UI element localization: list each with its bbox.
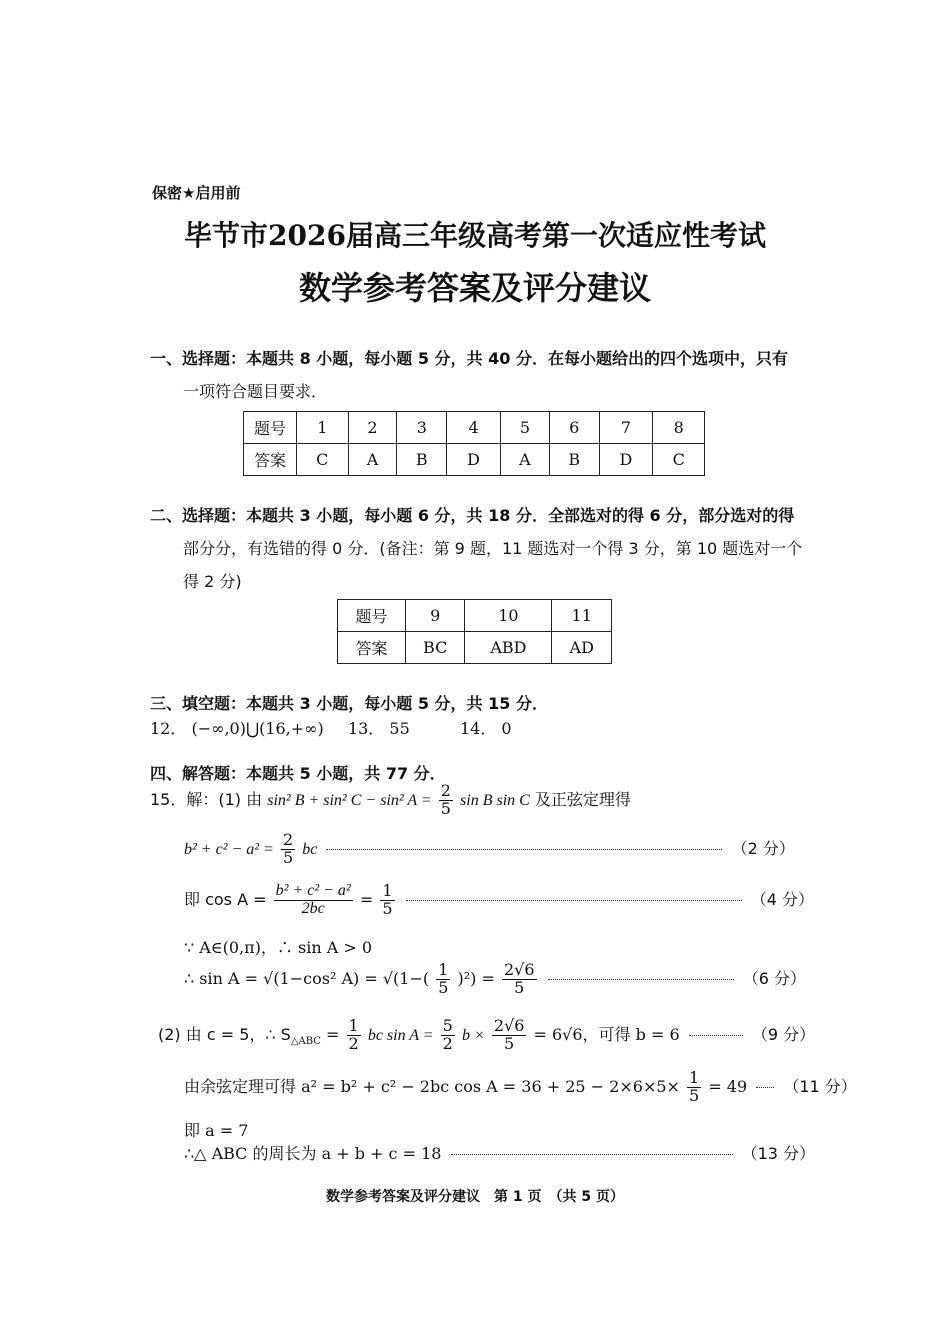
section2-heading-cont: 部分分，有选错的得 0 分．(备注：第 9 题，11 题选对一个得 3 分，第 10 题选对一个 <box>183 539 803 558</box>
table-cell: 5 <box>500 412 549 444</box>
step1: b² + c² − a² = $\frac{2}{5}$ bc （2 分） <box>184 830 795 867</box>
table-row <box>244 412 705 444</box>
fraction: $\frac{2}{5}$ <box>440 781 451 818</box>
table-header-cell: 答案 <box>338 632 406 664</box>
table-cell: B <box>549 444 599 476</box>
section2-heading: 二、选择题：本题共 3 小题，每小题 6 分，共 18 分．全部选对的得 6 分，部分选对的得 <box>150 506 795 525</box>
step2: 即 cos A = $\frac{\text{b² + c² − a²}}{2bc}$ = $\frac{1}{5}$ （4 分） <box>184 881 814 918</box>
section3-heading: 三、填空题：本题共 3 小题，每小题 5 分，共 15 分． <box>150 694 548 713</box>
table-header-cell: 题号 <box>244 412 297 444</box>
section1-heading: 一、选择题：本题共 8 小题，每小题 5 分，共 40 分．在每小题给出的四个选项中，只有 <box>150 349 788 368</box>
table-row <box>338 632 612 664</box>
section4-heading: 四、解答题：本题共 5 小题，共 77 分． <box>150 764 446 783</box>
part2-area: (2) 由 c = 5，∴ $S_{\triangle ABC}$ = $\frac{1}{2}$ bc sin A = $\frac{5}{2}$ b × $\frac{2√6}{5}$ = 6√6，可得 b = 6 （9 分） <box>158 1016 816 1053</box>
table-row <box>338 600 612 632</box>
table-cell: ABD <box>465 632 552 664</box>
table-cell: 4 <box>447 412 501 444</box>
section2-heading-cont2: 得 2 分) <box>183 572 242 591</box>
q13-label: 13． <box>347 719 385 738</box>
table-cell: 6 <box>549 412 599 444</box>
table-cell: B <box>397 444 447 476</box>
table-cell: 8 <box>653 412 705 444</box>
score-label: （2 分） <box>731 838 795 858</box>
table-cell: 1 <box>297 412 349 444</box>
q12-answer: (−∞,0)⋃(16,+∞) <box>191 719 324 738</box>
score-label: （6 分） <box>742 968 806 988</box>
table-cell: A <box>348 444 397 476</box>
table-cell: AD <box>552 632 612 664</box>
table-cell: 3 <box>397 412 447 444</box>
answer-table-1 <box>243 411 705 476</box>
answer-table-2 <box>337 599 612 664</box>
exam-title: 毕节市2026届高三年级高考第一次适应性考试 <box>184 219 766 252</box>
table-cell: BC <box>406 632 465 664</box>
table-cell: 10 <box>465 600 552 632</box>
table-cell: 9 <box>406 600 465 632</box>
page-footer: 数学参考答案及评分建议 第 1 页 （共 5 页） <box>326 1189 624 1205</box>
q14-answer: 0 <box>501 719 512 738</box>
q12-label: 12． <box>150 719 187 738</box>
table-cell: 7 <box>599 412 653 444</box>
step3: ∵ A∈(0,π)，∴ sin A > 0 <box>184 938 373 957</box>
table-header-cell: 题号 <box>338 600 406 632</box>
confidential-label: 保密★启用前 <box>152 184 241 202</box>
q15-condition: 15．解：(1) 由 sin² B + sin² C − sin² A = $\frac{2}{5}$ sin B sin C 及正弦定理得 <box>150 781 631 818</box>
cosine-law: 由余弦定理可得 a² = b² + c² − 2bc cos A = 36 + 25 − 2×6×5× $\frac{1}{5}$ = 49 （11 分） <box>184 1068 857 1105</box>
q13-answer: 55 <box>389 719 410 738</box>
table-header-cell: 答案 <box>244 444 297 476</box>
step4: ∴ sin A = √(1−cos² A) = √(1−( $\frac{1}{5}$ )²) = $\frac{2√6}{5}$ （6 分） <box>184 960 806 997</box>
table-cell: C <box>297 444 349 476</box>
score-label: （13 分） <box>741 1144 816 1163</box>
section1-heading-cont: 一项符合题目要求． <box>183 382 328 401</box>
score-label: （11 分） <box>783 1076 857 1096</box>
table-cell: 2 <box>348 412 397 444</box>
table-row <box>244 444 705 476</box>
table-cell: A <box>500 444 549 476</box>
table-cell: 11 <box>552 600 612 632</box>
a-value: 即 a = 7 <box>184 1121 249 1140</box>
score-label: （4 分） <box>750 889 814 909</box>
perimeter: ∴△ ABC 的周长为 a + b + c = 18 （13 分） <box>184 1144 816 1163</box>
fill-blank-answers <box>150 716 512 739</box>
score-label: （9 分） <box>751 1024 816 1044</box>
table-cell: D <box>599 444 653 476</box>
q14-label: 14． <box>459 719 497 738</box>
table-cell: D <box>447 444 501 476</box>
doc-subtitle: 数学参考答案及评分建议 <box>298 269 651 307</box>
table-cell: C <box>653 444 705 476</box>
